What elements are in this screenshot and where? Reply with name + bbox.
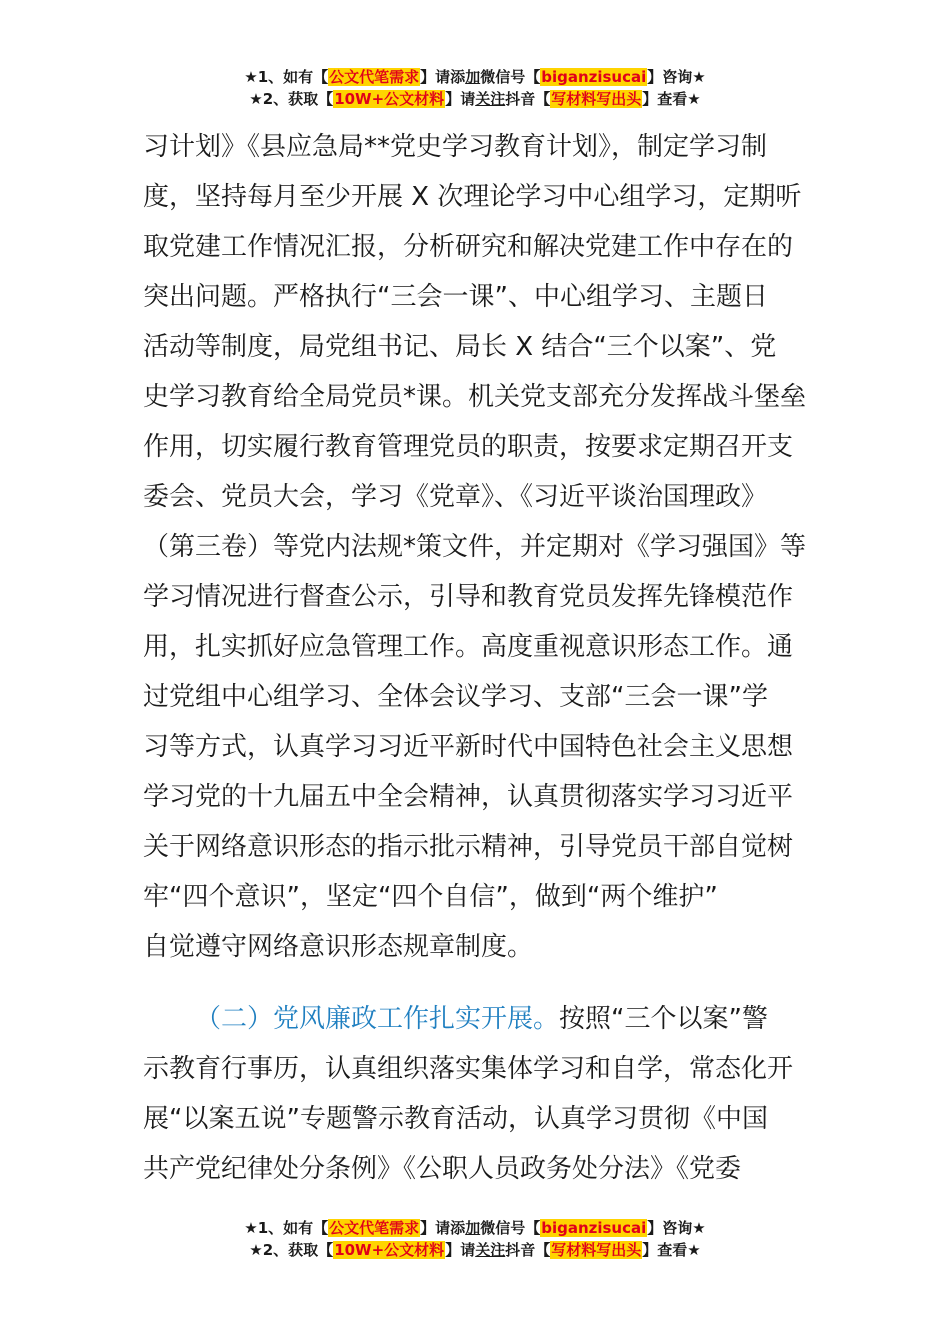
- materials-highlight: 10W+公文材料: [334, 90, 445, 108]
- paragraph-gap: [143, 972, 813, 994]
- text-line: 过党组中心组学习、全体会议学习、支部“三会一课”学: [143, 682, 768, 712]
- text-line: 示教育行事历，认真组织落实集体学习和自学，常态化开: [143, 1054, 794, 1084]
- text-line: 共产党纪律处分条例》《公职人员政务处分法》《党委: [143, 1154, 742, 1184]
- text-line: 委会、党员大会，学习《党章》、《习近平谈治国理政》: [143, 482, 768, 512]
- text-line: 作用，切实履行教育管理党员的职责，按要求定期召开支: [143, 432, 794, 462]
- text-line: （第三卷）等党内法规*策文件，并定期对《学习强国》等: [143, 532, 807, 562]
- text-line: 习等方式，认真学习习近平新时代中国特色社会主义思想: [143, 732, 794, 762]
- banner-line-1: ★1、如有【公文代笔需求】请添加微信号【biganzisucai】咨询★: [244, 68, 706, 86]
- banner-line-2: ★2、获取【10W+公文材料】请关注抖音【写材料写出头】查看★: [249, 90, 701, 108]
- text-line: 习计划》《县应急局**党史学习教育计划》，制定学习制: [143, 132, 768, 162]
- service-highlight: 公文代笔需求: [329, 1219, 420, 1237]
- text-line: 史学习教育给全局党员*课。机关党支部充分发挥战斗堡垒: [143, 382, 807, 412]
- text-line: 牢“四个意识”，坚定“四个自信”，做到“两个维护”: [143, 882, 718, 912]
- text-line: 活动等制度，局党组书记、局长 X 结合“三个以案”、党: [143, 332, 777, 362]
- douyin-account: 写材料写出头: [551, 1241, 642, 1259]
- text-line: 展“以案五说”专题警示教育活动，认真学习贯彻《中国: [143, 1104, 768, 1134]
- section-heading-line: （二）党风廉政工作扎实开展。按照“三个以案”警: [195, 1004, 768, 1034]
- top-banner: [0, 66, 950, 110]
- text-line: 度，坚持每月至少开展 X 次理论学习中心组学习，定期听: [143, 182, 802, 212]
- document-body: [143, 122, 813, 1194]
- banner-line-1: ★1、如有【公文代笔需求】请添加微信号【biganzisucai】咨询★: [244, 1219, 706, 1237]
- text-line: 自觉遵守网络意识形态规章制度。: [143, 932, 534, 962]
- text-line: 关于网络意识形态的指示批示精神，引导党员干部自觉树: [143, 832, 794, 862]
- service-highlight: 公文代笔需求: [329, 68, 420, 86]
- section-heading: （二）党风廉政工作扎实开展。: [195, 1004, 560, 1034]
- text-line: 用，扎实抓好应急管理工作。高度重视意识形态工作。通: [143, 632, 794, 662]
- banner-line-2: ★2、获取【10W+公文材料】请关注抖音【写材料写出头】查看★: [249, 1241, 701, 1259]
- materials-highlight: 10W+公文材料: [334, 1241, 445, 1259]
- wechat-id: biganzisucai: [541, 68, 647, 86]
- text-line: 突出问题。严格执行“三会一课”、中心组学习、主题日: [143, 282, 768, 312]
- text-line: 取党建工作情况汇报，分析研究和解决党建工作中存在的: [143, 232, 794, 262]
- text-line: 学习情况进行督查公示，引导和教育党员发挥先锋模范作: [143, 582, 794, 612]
- text-line: 学习党的十九届五中全会精神，认真贯彻落实学习习近平: [143, 782, 794, 812]
- wechat-id: biganzisucai: [541, 1219, 647, 1237]
- douyin-account: 写材料写出头: [551, 90, 642, 108]
- bottom-banner: [0, 1217, 950, 1261]
